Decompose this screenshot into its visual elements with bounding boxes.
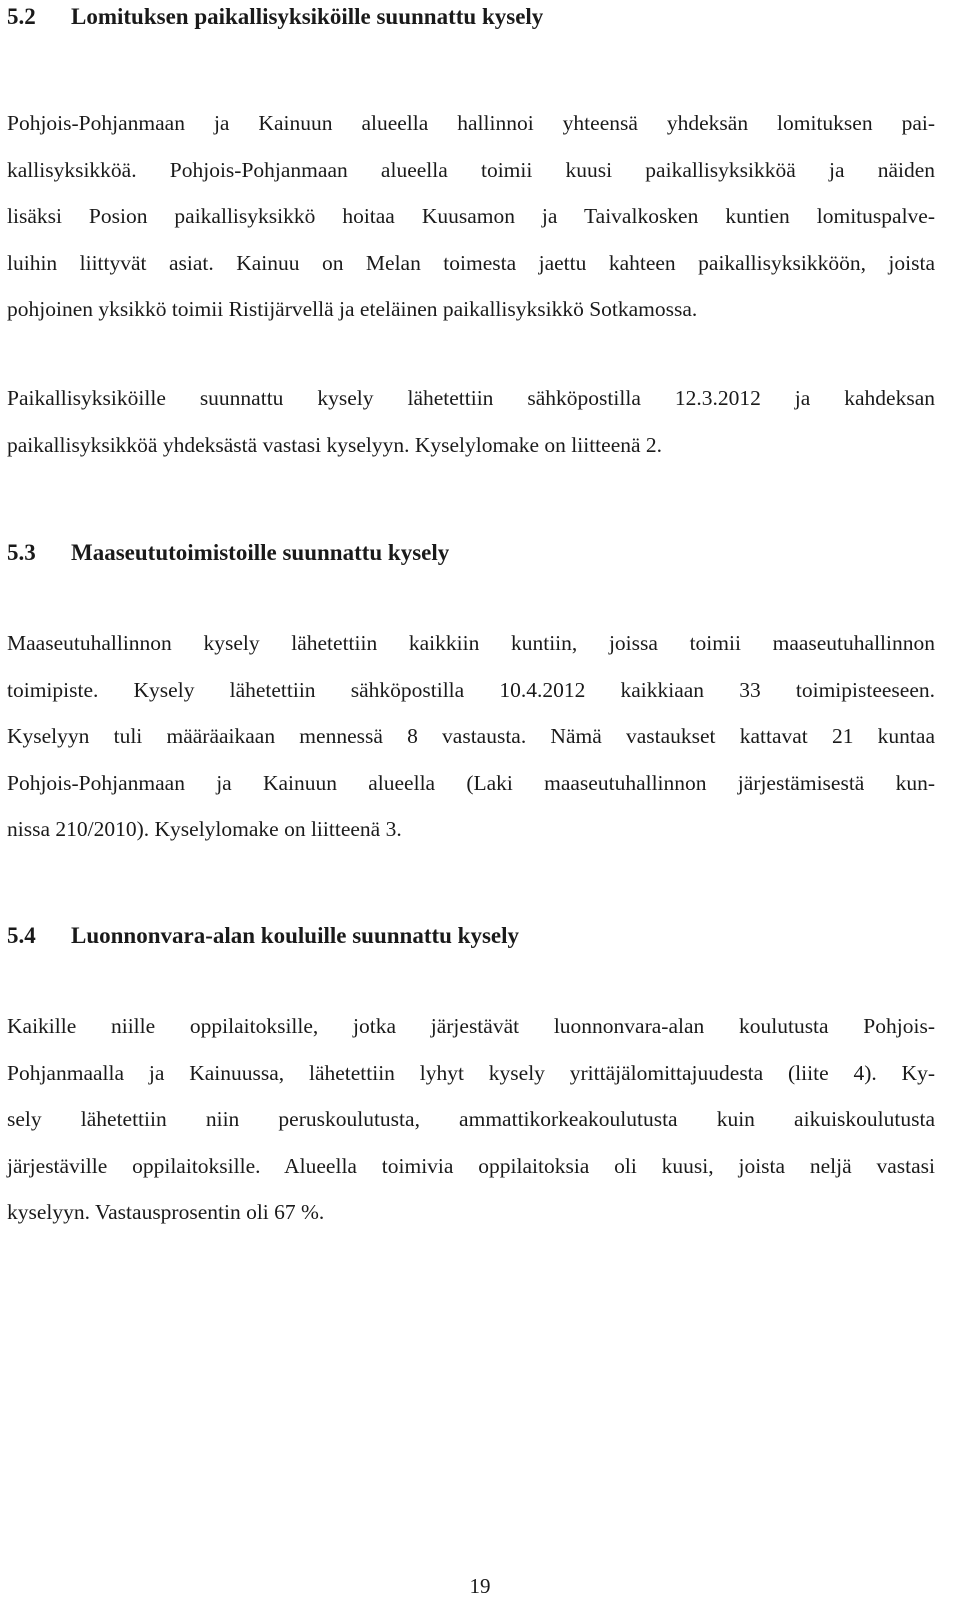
page-number: 19 <box>469 1574 491 1598</box>
paragraph-line: Pohjanmaalla ja Kainuussa, lähetettiin lyhyt kysely yrittäjälomittajuudesta (liite 4). Ky- <box>7 1060 935 1085</box>
paragraph-line: järjestäville oppilaitoksille. Alueella toimivia oppilaitoksia oli kuusi, joista neljä vastasi <box>7 1153 935 1178</box>
section-number: 5.4 <box>7 923 36 948</box>
paragraph-line: pohjoinen yksikkö toimii Ristijärvellä ja eteläinen paikallisyksikkö Sotkamossa. <box>7 297 698 321</box>
paragraph-line: kyselyyn. Vastausprosentin oli 67 %. <box>7 1200 325 1224</box>
section-heading-5-3 <box>7 538 449 568</box>
paragraph <box>7 375 935 468</box>
paragraph-line: Kaikille niille oppilaitoksille, jotka järjestävät luonnonvara-alan koulutusta Pohjois- <box>7 1014 935 1038</box>
paragraph <box>7 1003 935 1236</box>
section-heading-5-2 <box>7 2 543 32</box>
section-number: 5.2 <box>7 4 36 29</box>
section-title: Maaseututoimistoille suunnattu kysely <box>71 540 450 565</box>
section-title: Luonnonvara-alan kouluille suunnattu kysely <box>71 923 520 948</box>
paragraph-line: Kyselyyn tuli määräaikaan mennessä 8 vastausta. Nämä vastaukset kattavat 21 kuntaa <box>7 724 935 748</box>
paragraph-line: lisäksi Posion paikallisyksikkö hoitaa Kuusamon ja Taivalkosken kuntien lomituspalve- <box>7 204 935 228</box>
paragraph-line: sely lähetettiin niin peruskoulutusta, ammattikorkeakoulutusta kuin aikuiskoulutusta <box>7 1107 935 1131</box>
paragraph-line: Pohjois-Pohjanmaan ja Kainuun alueella hallinnoi yhteensä yhdeksän lomituksen pai- <box>7 111 935 135</box>
paragraph-line: Paikallisyksiköille suunnattu kysely lähetettiin sähköpostilla 12.3.2012 ja kahdeksan <box>7 386 935 410</box>
paragraph <box>7 620 935 853</box>
section-heading-5-4 <box>7 921 519 951</box>
paragraph-line: toimipiste. Kysely lähetettiin sähköpostilla 10.4.2012 kaikkiaan 33 toimipisteeseen. <box>7 677 935 702</box>
paragraph-line: paikallisyksikköä yhdeksästä vastasi kyselyyn. Kyselylomake on liitteenä 2. <box>7 432 663 457</box>
paragraph <box>7 100 935 333</box>
paragraph-line: luihin liittyvät asiat. Kainuu on Melan toimesta jaettu kahteen paikallisyksikköön, joista <box>7 250 935 275</box>
paragraph-line: Pohjois-Pohjanmaan ja Kainuun alueella (Laki maaseutuhallinnon järjestämisestä kun- <box>7 770 935 795</box>
paragraph-line: Maaseutuhallinnon kysely lähetettiin kaikkiin kuntiin, joissa toimii maaseutuhallinnon <box>7 631 935 655</box>
paragraph-line: kallisyksikköä. Pohjois-Pohjanmaan alueella toimii kuusi paikallisyksikköä ja näiden <box>7 157 935 182</box>
section-title: Lomituksen paikallisyksiköille suunnattu kysely <box>71 4 544 29</box>
section-number: 5.3 <box>7 540 36 565</box>
paragraph-line: nissa 210/2010). Kyselylomake on liitteenä 3. <box>7 817 402 841</box>
